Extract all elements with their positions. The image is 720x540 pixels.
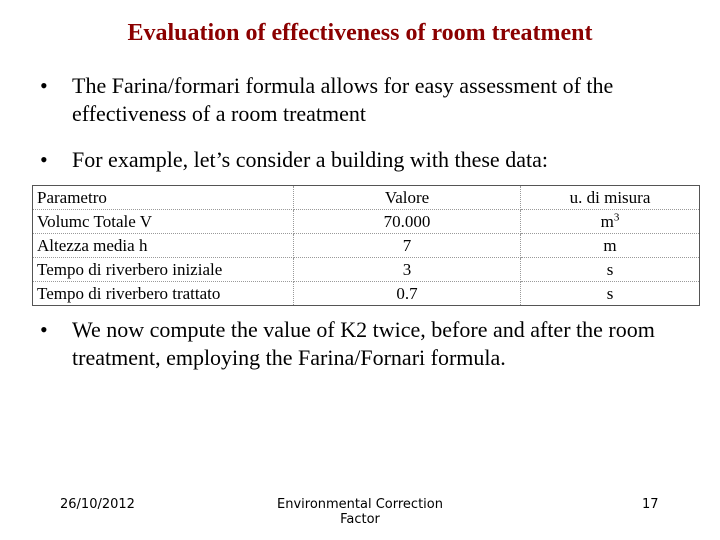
value-cell: 70.000 bbox=[294, 210, 521, 234]
unit-cell: s bbox=[521, 282, 700, 306]
bullet-dot: • bbox=[40, 73, 48, 98]
table-header-cell: u. di misura bbox=[521, 186, 700, 210]
table-header-cell: Parametro bbox=[33, 186, 294, 210]
table-row bbox=[33, 258, 700, 282]
table-row bbox=[33, 234, 700, 258]
param-cell: Volumc Totale V bbox=[33, 210, 294, 234]
table-row bbox=[33, 282, 700, 306]
bullet-item bbox=[40, 316, 680, 372]
bullet-text: For example, let’s consider a building with these data: bbox=[72, 147, 548, 172]
table-header-cell: Valore bbox=[294, 186, 521, 210]
value-cell: 7 bbox=[294, 234, 521, 258]
bullet-item bbox=[40, 72, 680, 128]
footer-title: Environmental Correction Factor bbox=[277, 497, 443, 527]
table-row bbox=[33, 210, 700, 234]
data-table bbox=[32, 185, 700, 306]
param-cell: Altezza media h bbox=[33, 234, 294, 258]
param-cell: Tempo di riverbero trattato bbox=[33, 282, 294, 306]
unit-text: m bbox=[600, 212, 614, 231]
bullet-text: The Farina/formari formula allows for easy assessment of the effectiveness of a room treatment bbox=[72, 73, 614, 126]
value-cell: 3 bbox=[294, 258, 521, 282]
footer-date: 26/10/2012 bbox=[60, 497, 135, 512]
unit-superscript: 3 bbox=[613, 211, 620, 224]
page-number: 17 bbox=[642, 497, 659, 512]
unit-cell: s bbox=[521, 258, 700, 282]
table-header-row bbox=[33, 186, 700, 210]
bullet-dot: • bbox=[40, 147, 48, 172]
bullet-dot: • bbox=[40, 317, 48, 342]
param-cell: Tempo di riverbero iniziale bbox=[33, 258, 294, 282]
unit-cell bbox=[521, 210, 700, 234]
unit-cell: m bbox=[521, 234, 700, 258]
bullet-item bbox=[40, 146, 680, 174]
bullet-text: We now compute the value of K2 twice, before and after the room treatment, employing the Farina/Fornari formula. bbox=[72, 317, 655, 370]
value-cell: 0.7 bbox=[294, 282, 521, 306]
slide-title: Evaluation of effectiveness of room treatment bbox=[127, 20, 593, 46]
